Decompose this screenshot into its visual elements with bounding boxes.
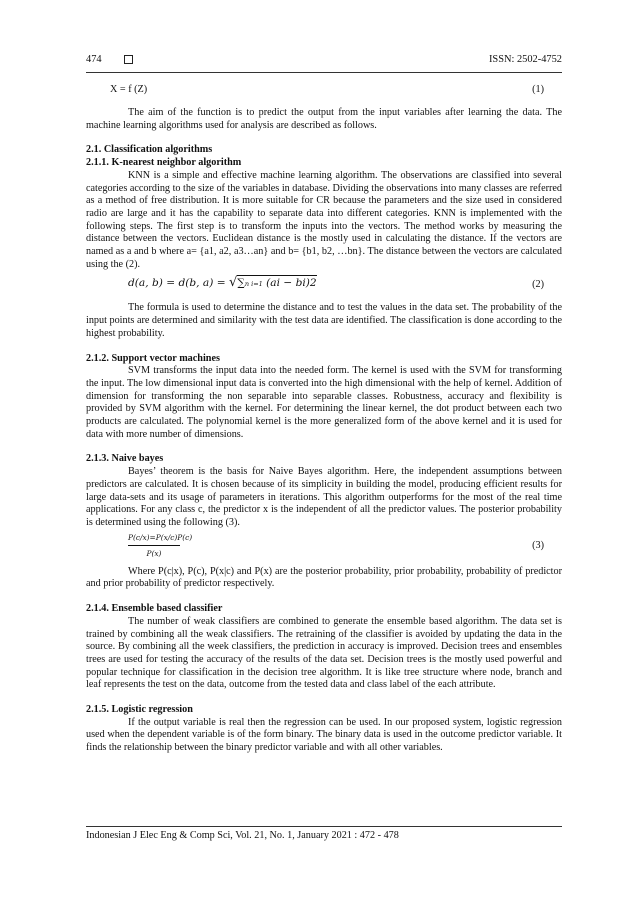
subsection-heading-naive-bayes: 2.1.3. Naive bayes: [86, 453, 164, 465]
equation-2-number: (2): [532, 279, 544, 291]
equation-2-sum: ∑: [237, 277, 245, 290]
subsection-heading-ensemble: 2.1.4. Ensemble based classifier: [86, 603, 223, 615]
subsection-heading-logistic: 2.1.5. Logistic regression: [86, 704, 193, 716]
checkbox-glyph-icon: [124, 55, 133, 64]
header-rule: [86, 72, 562, 73]
equation-1-number: (1): [532, 84, 544, 95]
equation-2-body: (ai − bi)2: [266, 277, 317, 290]
equation-2: [86, 274, 562, 298]
subsection-heading-knn: 2.1.1. K-nearest neighbor algorithm: [86, 157, 242, 169]
journal-footer: Indonesian J Elec Eng & Comp Sci, Vol. 21, No. 1, January 2021 : 472 - 478: [86, 830, 399, 841]
equation-3-number: (3): [532, 539, 544, 551]
running-header: [86, 54, 562, 70]
section-heading-classification: 2.1. Classification algorithms: [86, 144, 213, 156]
knn-paragraph-2: The formula is used to determine the distance and to test the values in the data set. The probability of the input points are determined and similarity with the test data are identified. The classification is done according to the highest probability.: [86, 302, 562, 339]
equation-2-sum-limits: n i=1: [244, 280, 263, 289]
equation-3: [86, 532, 562, 560]
svm-paragraph: SVM transforms the input data into the needed form. The kernel is used with the SVM for transforming the input. The low dimensional input data is converted into the high dimensional with the help of kernel. Addition of dimension for transforming the non separable into separable classes. Robustness, accuracy and flexibility is provided by SVM algorithm with the kernel. For determining the linear kernel, the dot product between each two products are calculated. The polynomial kernel is the more generalized form of the above kernel and it is used for data with more number of dimensions.: [86, 365, 562, 440]
page-body: [86, 84, 562, 755]
equation-1: [86, 84, 562, 97]
page-number: 474: [86, 54, 102, 65]
equation-3-denominator: P(x): [146, 549, 162, 559]
equation-3-fraction: [128, 532, 193, 561]
knn-paragraph-1: KNN is a simple and effective machine learning algorithm. The observations are classified into several categories according to the size of the variables in database. Dividing the observations into many classes are referred as a method of free distribution. It is more suitable for CR because the parameters and the size used in considered radio are large and it has the capability to separate data into different categories. KNN is implemented with the following steps. The first step is to transform the inputs into the vectors. The method works by measuring the distance between the vectors. Euclidean distance is the mostly used in calculating the distance. If the vectors are named as a and b where a= {a1, a2, a3…an} and b= {b1, b2, …bn}. The distance between the vectors are calculated using the (2).: [86, 169, 562, 270]
equation-2-formula: d(a, b) = d(b, a) = √∑n i=1 (ai − bi)2: [128, 275, 317, 291]
naive-bayes-paragraph-1: Bayes’ theorem is the basis for Naive Bayes algorithm. Here, the independent assumptions between predictors are calculated. It is chosen because of its simplicity in building the model, producing efficient results for large data-sets and its usage of parameters in iterations. This algorithm outperforms for the most of the real time applications. For any class c, the predictor x is the independent of all the predictor values. The posterior probability is determined using the following (3).: [86, 466, 562, 528]
subsection-heading-svm: 2.1.2. Support vector machines: [86, 352, 220, 364]
issn-label: ISSN: 2502-4752: [488, 54, 562, 65]
logistic-paragraph: If the output variable is real then the regression can be used. In our proposed system, logistic regression used when the dependent variable is of the form binary. The binary data is used in the outcome predictor variable. It finds the relationship between the binary predictor variable and with all other variables.: [86, 716, 562, 754]
equation-3-numerator: P(c/x)=P(x/c)P(c): [128, 532, 180, 547]
naive-bayes-paragraph-2: Where P(c|x), P(c), P(x|c) and P(x) are the posterior probability, prior probability, probability of predictor and prior probability of predictor respectively.: [86, 565, 562, 590]
equation-1-text: X = f (Z): [110, 84, 148, 95]
footer-rule: [86, 826, 562, 827]
intro-paragraph: The aim of the function is to predict the output from the input variables after learning the data. The machine learning algorithms used for analysis are described as follows.: [86, 107, 562, 131]
ensemble-paragraph: The number of weak classifiers are combined to generate the ensemble based algorithm. The data set is trained by combining all the weak classifiers. The retraining of the classifier is avoided by updating the data in the source. By combining all the week classifiers, the prediction in accuracy is improved. Decision trees and ensembles trees are used for testing the accuracy of the results of the data set. Decision trees is the mostly used powerful and popular technique for classification in the decision tree algorithm. It is like tree structure where node, branch and leaf represents the test on the data, outcome from the tested data and class label of the each attribute.: [86, 615, 562, 691]
equation-2-left: d(a, b) = d(b, a) =: [128, 277, 226, 290]
